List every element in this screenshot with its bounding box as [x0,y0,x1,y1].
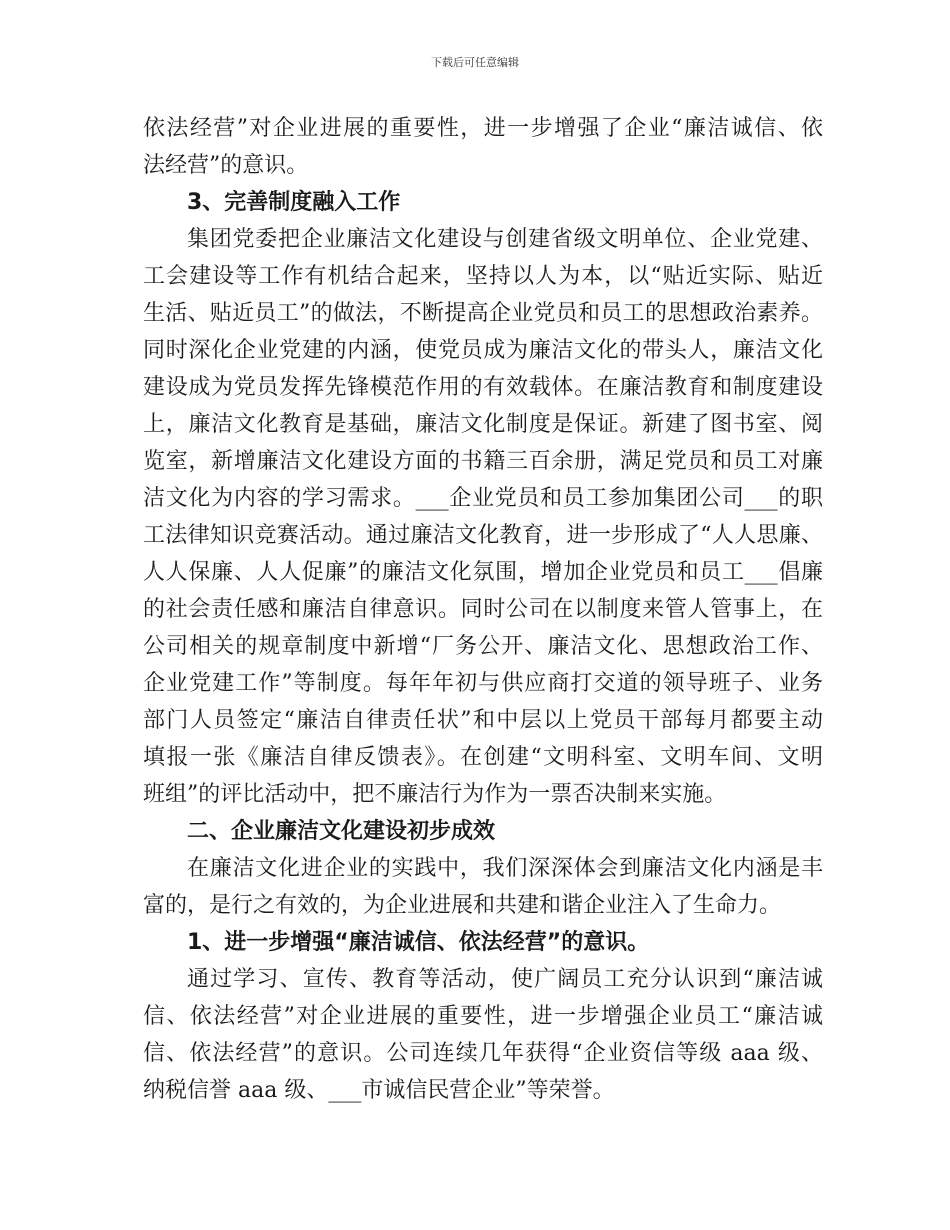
paragraph-line: 班组”的评比活动中，把不廉洁行为作为一票否决制来实施。 [143,782,727,807]
paragraph-line: 建设成为党员发挥先锋模范作用的有效载体。在廉洁教育和制度建设 [143,375,823,400]
paragraph-line: 生活、贴近员工”的做法，不断提高企业党员和员工的思想政治素养。 [143,301,823,326]
paragraph-line: 信、依法经营”对企业进展的重要性，进一步增强企业员工“廉洁诚 [143,1004,823,1029]
paragraph-line: 的社会责任感和廉洁自律意识。同时公司在以制度来管人管事上，在 [143,597,823,622]
paragraph-line: 纳税信誉 aaa 级、___市诚信民营企业”等荣誉。 [143,1078,615,1103]
page-header-note: 下载后可任意编辑 [431,56,519,69]
paragraph-line: 在廉洁文化进企业的实践中，我们深深体会到廉洁文化内涵是丰 [187,856,823,881]
paragraph-line: 工会建设等工作有机结合起来，坚持以人为本，以“贴近实际、贴近 [143,264,823,289]
section-heading: 1、进一步增强“廉洁诚信、依法经营”的意识。 [187,930,650,955]
paragraph-line: 通过学习、宣传、教育等活动，使广阔员工充分认识到“廉洁诚 [187,967,823,992]
paragraph-line: 法经营”的意识。 [143,153,309,178]
paragraph-line: 填报一张《廉洁自律反馈表》。在创建“文明科室、文明车间、文明 [143,745,823,770]
paragraph-line: 集团党委把企业廉洁文化建设与创建省级文明单位、企业党建、 [187,227,823,252]
paragraph-line: 工法律知识竞赛活动。通过廉洁文化教育，进一步形成了“人人思廉、 [143,523,823,548]
paragraph-line: 企业党建工作”等制度。每年年初与供应商打交道的领导班子、业务 [143,671,823,696]
paragraph-line: 依法经营”对企业进展的重要性，进一步增强了企业“廉洁诚信、依 [143,116,823,141]
paragraph-line: 信、依法经营”的意识。公司连续几年获得“企业资信等级 aaa 级、 [143,1041,823,1066]
paragraph-line: 览室，新增廉洁文化建设方面的书籍三百余册，满足党员和员工对廉 [143,449,823,474]
paragraph-line: 公司相关的规章制度中新增“厂务公开、廉洁文化、思想政治工作、 [143,634,823,659]
paragraph-line: 富的，是行之有效的，为企业进展和共建和谐企业注入了生命力。 [143,893,782,918]
paragraph-line: 洁文化为内容的学习需求。___企业党员和员工参加集团公司___的职 [143,486,823,511]
paragraph-line: 同时深化企业党建的内涵，使党员成为廉洁文化的带头人，廉洁文化 [143,338,823,363]
section-heading: 二、企业廉洁文化建设初步成效 [187,819,496,844]
section-heading: 3、完善制度融入工作 [187,190,401,215]
paragraph-line: 上，廉洁文化教育是基础，廉洁文化制度是保证。新建了图书室、阅 [143,412,823,437]
paragraph-line: 部门人员签定“廉洁自律责任状”和中层以上党员干部每月都要主动 [143,708,823,733]
paragraph-line: 人人保廉、人人促廉”的廉洁文化氛围，增加企业党员和员工___倡廉 [143,560,823,585]
document-body [143,110,823,1109]
